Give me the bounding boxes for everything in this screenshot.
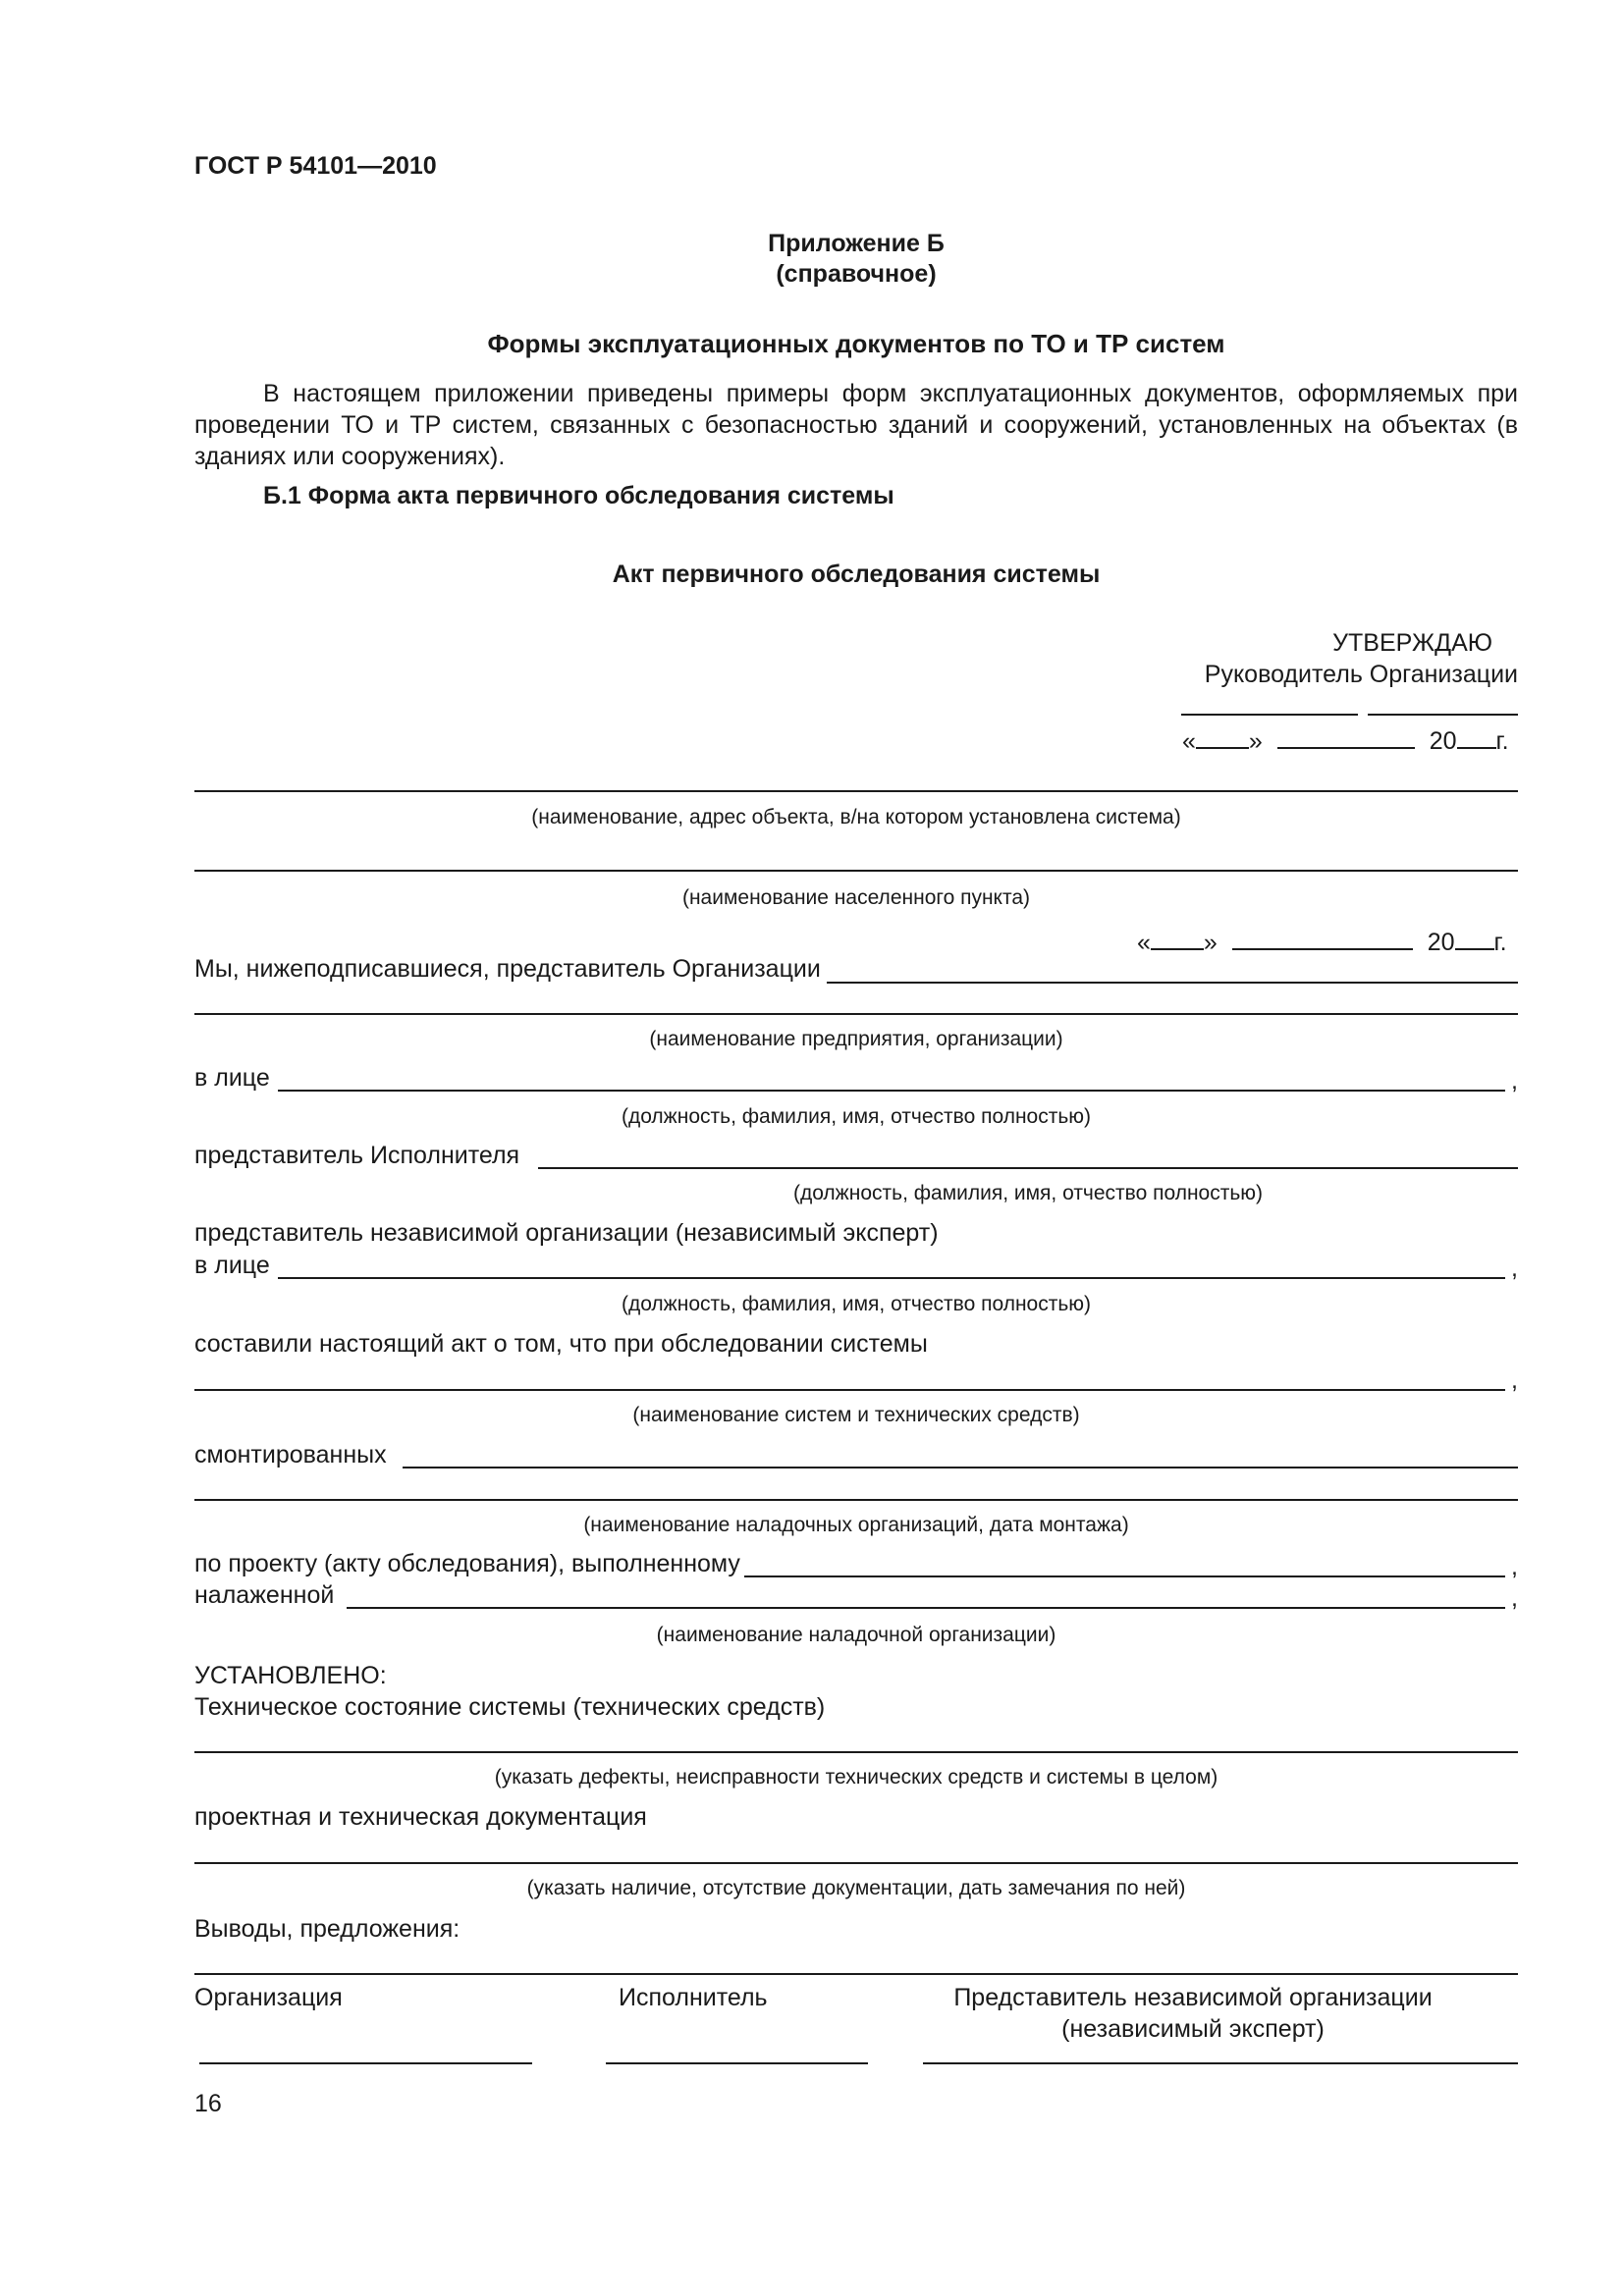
position-caption: (должность, фамилия, имя, отчество полностью) xyxy=(792,1182,1264,1204)
docs-caption: (указать наличие, отсутствие документации, дать замечания по ней) xyxy=(526,1877,1186,1899)
conclusions-label: Выводы, предложения: xyxy=(194,1915,460,1943)
defects-caption: (указать дефекты, неисправности технических средств и системы в целом) xyxy=(494,1766,1218,1789)
contractor-rep-label: представитель Исполнителя xyxy=(194,1142,520,1169)
independent-rep-label: представитель независимой организации (независимый эксперт) xyxy=(194,1219,939,1247)
appendix-title: Приложение Б xyxy=(768,230,945,257)
comma: , xyxy=(1511,1366,1518,1394)
year-suffix: г. xyxy=(1495,727,1509,755)
approve-date xyxy=(1182,723,1509,756)
signature-organization-label: Организация xyxy=(194,1984,343,2011)
year-prefix: 20 xyxy=(1429,727,1457,755)
enterprise-caption: (наименование предприятия, организации) xyxy=(649,1028,1063,1050)
contractor-rep-field[interactable] xyxy=(538,1167,1518,1169)
act-month-field[interactable] xyxy=(1232,925,1413,950)
conclusions-field[interactable] xyxy=(194,1973,1518,1975)
signature-organization-line[interactable] xyxy=(199,2062,532,2064)
position-caption: (должность, фамилия, имя, отчество полностью) xyxy=(621,1293,1092,1315)
head-of-organization: Руководитель Организации xyxy=(1204,661,1518,688)
organization-rep-field[interactable] xyxy=(827,982,1518,984)
act-day-field[interactable] xyxy=(1151,925,1204,950)
signature-contractor-line[interactable] xyxy=(606,2062,868,2064)
position-caption: (должность, фамилия, имя, отчество полностью) xyxy=(621,1105,1092,1128)
comma: , xyxy=(1511,1584,1518,1612)
quote-close: » xyxy=(1203,929,1218,956)
subsection-heading: Б.1 Форма акта первичного обследования системы xyxy=(263,482,894,509)
tech-state-label: Техническое состояние системы (технических средств) xyxy=(194,1693,826,1721)
document-code: ГОСТ Р 54101—2010 xyxy=(194,152,437,180)
undersigned-label: Мы, нижеподписавшиеся, представитель Организации xyxy=(194,955,821,983)
approve-name-line[interactable] xyxy=(1368,714,1518,716)
adjusting-caption: (наименование наладочной организации) xyxy=(656,1624,1056,1646)
quote-close: » xyxy=(1248,727,1263,755)
comma: , xyxy=(1511,1255,1518,1282)
act-title: Акт первичного обследования системы xyxy=(612,561,1101,588)
act-year-field[interactable] xyxy=(1455,925,1494,950)
signature-independent-label: Представитель независимой организации xyxy=(953,1984,1433,2011)
tech-state-field[interactable] xyxy=(194,1751,1518,1753)
approve-label: УТВЕРЖДАЮ xyxy=(1332,629,1492,657)
org-person-field[interactable] xyxy=(278,1090,1505,1092)
mounted-label: смонтированных xyxy=(194,1441,387,1468)
mounted-field[interactable] xyxy=(403,1467,1518,1468)
intro-paragraph: В настоящем приложении приведены примеры форм эксплуатационных документов, оформляемых при проведении ТО и ТР систем, связанных с безопасностью зданий и сооружений, установленных на объектах (в зданиях или сооружениях). xyxy=(194,380,1518,470)
established-label: УСТАНОВЛЕНО: xyxy=(194,1662,387,1689)
comma: , xyxy=(1511,1553,1518,1580)
page-number: 16 xyxy=(194,2090,222,2117)
approve-month-field[interactable] xyxy=(1277,723,1415,749)
docs-field[interactable] xyxy=(194,1862,1518,1864)
mounted-field-2[interactable] xyxy=(194,1499,1518,1501)
approve-signature-line[interactable] xyxy=(1181,714,1358,716)
mounting-caption: (наименование наладочных организаций, дата монтажа) xyxy=(583,1514,1129,1536)
signature-expert-label: (независимый эксперт) xyxy=(1061,2015,1325,2043)
independent-person-field[interactable] xyxy=(278,1277,1505,1279)
appendix-kind: (справочное) xyxy=(776,260,937,288)
enterprise-field-line[interactable] xyxy=(194,1013,1518,1015)
systems-field[interactable] xyxy=(194,1389,1505,1391)
approve-day-field[interactable] xyxy=(1196,723,1249,749)
approve-year-field[interactable] xyxy=(1457,723,1496,749)
object-caption: (наименование, адрес объекта, в/на котором установлена система) xyxy=(531,806,1181,828)
project-field[interactable] xyxy=(744,1575,1505,1577)
comma: , xyxy=(1511,1067,1518,1095)
locality-field-line[interactable] xyxy=(194,870,1518,872)
signature-contractor-label: Исполнитель xyxy=(619,1984,768,2011)
quote-open: « xyxy=(1137,929,1151,956)
year-suffix: г. xyxy=(1493,929,1507,956)
year-prefix: 20 xyxy=(1427,929,1455,956)
in-person-label: в лице xyxy=(194,1064,270,1092)
section-heading: Формы эксплуатационных документов по ТО и ТР систем xyxy=(487,329,1225,358)
object-field-line[interactable] xyxy=(194,790,1518,792)
locality-caption: (наименование населенного пункта) xyxy=(681,886,1031,909)
in-person-label: в лице xyxy=(194,1252,270,1279)
act-date xyxy=(1137,925,1507,957)
docs-label: проектная и техническая документация xyxy=(194,1803,647,1831)
adjusted-field[interactable] xyxy=(347,1607,1505,1609)
by-project-label: по проекту (акту обследования), выполненному xyxy=(194,1550,740,1577)
adjusted-label: налаженной xyxy=(194,1581,335,1609)
systems-caption: (наименование систем и технических средств) xyxy=(632,1404,1080,1426)
signature-independent-line[interactable] xyxy=(923,2062,1518,2064)
quote-open: « xyxy=(1182,727,1196,755)
compiled-label: составили настоящий акт о том, что при обследовании системы xyxy=(194,1330,928,1358)
